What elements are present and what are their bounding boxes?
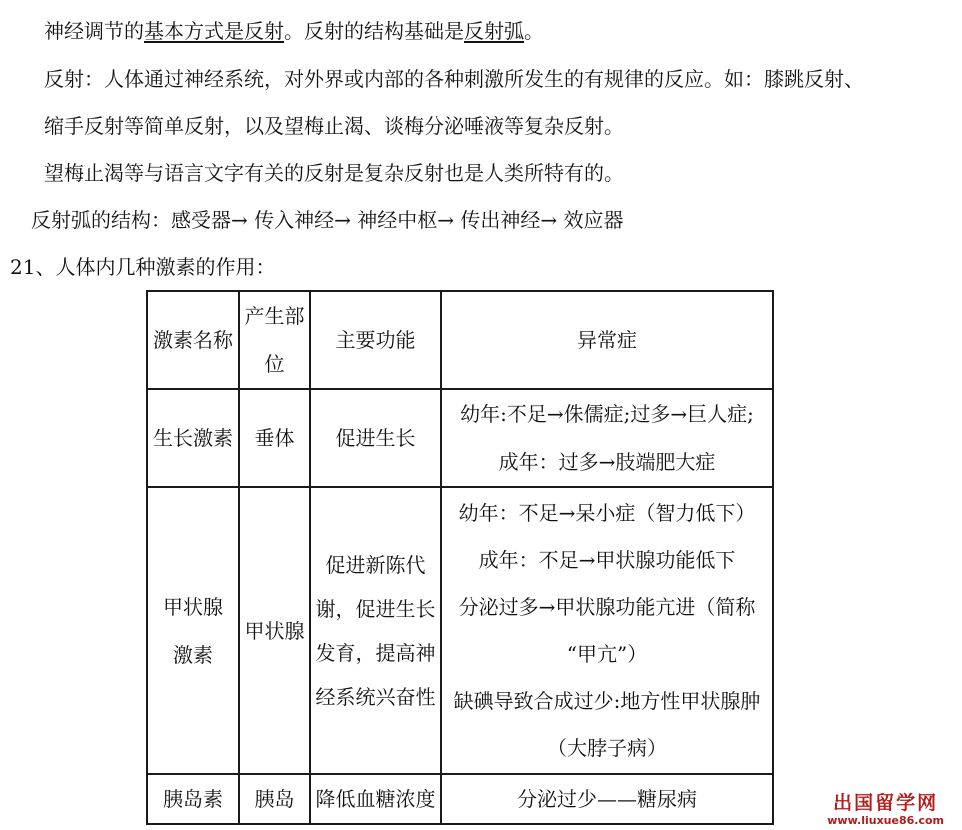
header-disorder: 异常症 (441, 291, 773, 389)
site-watermark (827, 794, 944, 826)
section-heading: 21、人体内几种激素的作用： (10, 255, 276, 279)
production-site: 垂体 (239, 389, 310, 487)
main-function: 降低血糖浓度 (310, 774, 441, 824)
header-site: 产生部 位 (239, 291, 310, 389)
main-function: 促进生长 (310, 389, 441, 487)
paragraph-line-4: 望梅止渴等与语言文字有关的反射是复杂反射也是人类所特有的。 (44, 161, 624, 185)
hormone-name: 胰岛素 (147, 774, 239, 824)
disorders: 幼年:不足→侏儒症;过多→巨人症; 成年：过多→肢端肥大症 (441, 389, 773, 487)
underlined-term: 反射弧 (464, 19, 524, 43)
underlined-term: 基本方式是反射 (144, 19, 284, 43)
watermark-text: 出国留学网 (833, 792, 939, 814)
disorders: 幼年：不足→呆小症（智力低下） 成年：不足→甲状腺功能低下 分泌过多→甲状腺功能亢进（简称 “甲亢”） 缺碘导致合成过少:地方性甲状腺肿 （大脖子病） (441, 487, 773, 774)
watermark-url: www.liuxue86.com (827, 814, 944, 827)
table-header-row (147, 291, 773, 389)
hormone-name: 生长激素 (147, 389, 239, 487)
table-row (147, 487, 773, 774)
paragraph-line-1 (44, 18, 544, 44)
table-row (147, 389, 773, 487)
main-function: 促进新陈代 谢，促进生长 发育，提高神 经系统兴奋性 (310, 487, 441, 774)
paragraph-line-3: 缩手反射等简单反射，以及望梅止渴、谈梅分泌唾液等复杂反射。 (44, 114, 624, 138)
hormone-name: 甲状腺 激素 (147, 487, 239, 774)
text-span: 。 (524, 19, 544, 43)
production-site: 胰岛 (239, 774, 310, 824)
table-row (147, 774, 773, 824)
hormone-table (146, 290, 774, 825)
header-name: 激素名称 (147, 291, 239, 389)
disorders: 分泌过少——糖尿病 (441, 774, 773, 824)
text-span: 神经调节的 (44, 19, 144, 43)
production-site: 甲状腺 (239, 487, 310, 774)
paragraph-line-2: 反射：人体通过神经系统，对外界或内部的各种刺激所发生的有规律的反应。如：膝跳反射、 (44, 67, 864, 91)
header-function: 主要功能 (310, 291, 441, 389)
text-span: 。反射的结构基础是 (284, 19, 464, 43)
reflex-arc-line: 反射弧的结构：感受器→ 传入神经→ 神经中枢→ 传出神经→ 效应器 (31, 208, 624, 232)
